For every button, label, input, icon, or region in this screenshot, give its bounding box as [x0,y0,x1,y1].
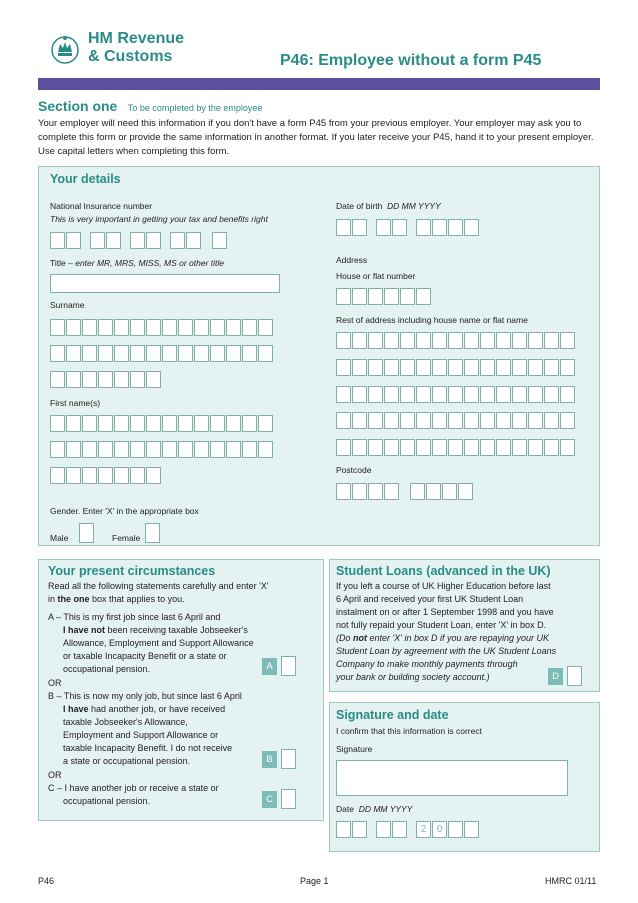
address-box[interactable] [512,439,527,456]
female-checkbox[interactable] [145,523,160,543]
dob-box[interactable] [448,219,463,236]
surname-box[interactable] [258,319,273,336]
firstname-box[interactable] [146,441,161,458]
ni-box[interactable] [66,232,81,249]
address-box[interactable] [368,332,383,349]
student-loans-title: Student Loans (advanced in the UK) [336,564,551,578]
surname-box[interactable] [114,345,129,362]
address-box[interactable] [480,332,495,349]
footer-left: P46 [38,876,55,886]
firstname-label: First name(s) [50,398,101,408]
firstname-box[interactable] [114,441,129,458]
address-box[interactable] [336,412,351,429]
surname-box[interactable] [130,319,145,336]
dob-box[interactable] [392,219,407,236]
rest-address-label: Rest of address including house name or flat name [336,315,528,325]
footer-right: HMRC 01/11 [545,876,597,886]
address-box[interactable] [560,412,575,429]
address-box[interactable] [512,386,527,403]
surname-box[interactable] [66,371,81,388]
section-heading [38,98,262,116]
address-box[interactable] [560,359,575,376]
surname-box[interactable] [130,345,145,362]
title-label: Title – enter MR, MRS, MISS, MS or other title [50,258,225,268]
address-box[interactable] [432,386,447,403]
address-box[interactable] [400,439,415,456]
address-box[interactable] [416,412,431,429]
surname-label: Surname [50,300,85,310]
address-box[interactable] [336,332,351,349]
surname-box[interactable] [178,319,193,336]
surname-box[interactable] [210,319,225,336]
address-box[interactable] [448,386,463,403]
address-box[interactable] [464,439,479,456]
date-box[interactable] [376,821,391,838]
postcode-box[interactable] [426,483,441,500]
address-box[interactable] [432,412,447,429]
form-title: P46: Employee without a form P45 [280,52,542,69]
badge-a: A [262,658,277,675]
surname-box[interactable] [82,371,97,388]
surname-box[interactable] [50,371,65,388]
date-box[interactable] [392,821,407,838]
address-box[interactable] [448,439,463,456]
house-box[interactable] [336,288,351,305]
house-label: House or flat number [336,271,416,281]
address-box[interactable] [384,386,399,403]
address-box[interactable] [560,439,575,456]
surname-box[interactable] [194,345,209,362]
dob-box[interactable] [432,219,447,236]
firstname-box[interactable] [162,415,177,432]
address-box[interactable] [528,359,543,376]
circumstances-intro: Read all the following statements carefully and enter 'X' in the one box that applies to you. [48,581,269,604]
address-box[interactable] [544,359,559,376]
surname-box[interactable] [242,319,257,336]
firstname-box[interactable] [50,415,65,432]
firstname-box[interactable] [98,441,113,458]
house-box[interactable] [384,288,399,305]
postcode-box[interactable] [336,483,351,500]
postcode-label: Postcode [336,465,372,475]
signature-title: Signature and date [336,708,449,722]
ni-hint: This is very important in getting your tax and benefits right [50,214,268,224]
address-box[interactable] [512,359,527,376]
address-box[interactable] [416,332,431,349]
ni-box[interactable] [146,232,161,249]
address-box[interactable] [544,332,559,349]
surname-box[interactable] [98,319,113,336]
surname-box[interactable] [146,319,161,336]
ni-box[interactable] [170,232,185,249]
firstname-box[interactable] [82,415,97,432]
hmrc-logo [50,32,80,66]
date-box[interactable] [336,821,351,838]
surname-box[interactable] [226,345,241,362]
surname-box[interactable] [98,345,113,362]
confirm-text: I confirm that this information is correct [336,726,482,736]
address-box[interactable] [432,359,447,376]
postcode-box[interactable] [352,483,367,500]
date-label: Date DD MM YYYY [336,804,413,814]
address-box[interactable] [480,439,495,456]
surname-box[interactable] [146,345,161,362]
ni-box[interactable] [90,232,105,249]
address-box[interactable] [496,359,511,376]
ni-box[interactable] [50,232,65,249]
firstname-box[interactable] [82,467,97,484]
address-box[interactable] [336,359,351,376]
house-box[interactable] [368,288,383,305]
house-box[interactable] [400,288,415,305]
male-checkbox[interactable] [79,523,94,543]
firstname-box[interactable] [130,441,145,458]
checkbox-c[interactable] [281,789,296,809]
surname-box[interactable] [82,319,97,336]
address-box[interactable] [480,386,495,403]
address-box[interactable] [384,412,399,429]
firstname-box[interactable] [178,441,193,458]
firstname-box[interactable] [242,441,257,458]
address-box[interactable] [528,412,543,429]
address-box[interactable] [544,386,559,403]
dob-box[interactable] [416,219,431,236]
surname-box[interactable] [210,345,225,362]
firstname-box[interactable] [114,467,129,484]
firstname-box[interactable] [194,415,209,432]
address-box[interactable] [416,359,431,376]
female-label: Female [112,533,141,543]
statement-c: C – I have another job or receive a state or occupational pension. [48,783,219,806]
firstname-box[interactable] [178,415,193,432]
firstname-box[interactable] [66,467,81,484]
address-box[interactable] [480,359,495,376]
postcode-box[interactable] [458,483,473,500]
address-box[interactable] [368,386,383,403]
address-box[interactable] [368,412,383,429]
section-intro: Your employer will need this information if you don't have a form P45 from your previous employer. Your employer may ask you to complete this form or provide the same information in another format. If you later receive your P45, hand it to your present employer. Use capital letters when completing this form. [38,118,594,157]
present-circumstances-title: Your present circumstances [48,564,216,578]
surname-box[interactable] [50,319,65,336]
male-label: Male [50,533,69,543]
address-box[interactable] [496,439,511,456]
address-box[interactable] [400,386,415,403]
checkbox-a[interactable] [281,656,296,676]
address-box[interactable] [560,332,575,349]
address-box[interactable] [464,359,479,376]
checkbox-d[interactable] [567,666,582,686]
firstname-box[interactable] [226,415,241,432]
ni-box[interactable] [212,232,227,249]
dob-box[interactable] [352,219,367,236]
surname-box[interactable] [258,345,273,362]
address-box[interactable] [512,332,527,349]
address-box[interactable] [496,386,511,403]
badge-b: B [262,751,277,768]
address-box[interactable] [384,439,399,456]
header-bar [38,78,600,90]
date-digit-0: 0 [436,824,443,835]
dob-box[interactable] [336,219,351,236]
address-box[interactable] [480,412,495,429]
surname-box[interactable] [162,319,177,336]
address-box[interactable] [448,332,463,349]
address-box[interactable] [368,439,383,456]
address-box[interactable] [400,359,415,376]
firstname-box[interactable] [66,415,81,432]
firstname-box[interactable] [162,441,177,458]
student-loans-text: If you left a course of UK Higher Education before last 6 April and received your first UK Student Loan instalment on or after 1 September 1998 and you have not fully repaid your Student Loan, enter 'X' in box D. (Do not enter 'X' in box D if you are repaying your UK Student Loan by agreement with the UK Student Loans Company to make monthly payments through your bank or building society account.) [336,581,557,682]
firstname-box[interactable] [130,467,145,484]
address-box[interactable] [368,359,383,376]
address-box[interactable] [416,386,431,403]
address-box[interactable] [416,439,431,456]
firstname-box[interactable] [146,467,161,484]
surname-box[interactable] [130,371,145,388]
or-2: OR [48,770,62,780]
house-box[interactable] [352,288,367,305]
firstname-box[interactable] [50,441,65,458]
address-box[interactable] [352,412,367,429]
surname-box[interactable] [114,319,129,336]
firstname-box[interactable] [146,415,161,432]
surname-box[interactable] [50,345,65,362]
address-box[interactable] [528,386,543,403]
surname-box[interactable] [226,319,241,336]
firstname-box[interactable] [114,415,129,432]
address-box[interactable] [512,412,527,429]
crown-crest-icon [50,32,80,66]
firstname-box[interactable] [98,415,113,432]
address-box[interactable] [448,412,463,429]
surname-box[interactable] [82,345,97,362]
surname-box[interactable] [194,319,209,336]
date-box[interactable] [352,821,367,838]
address-box[interactable] [464,412,479,429]
badge-d: D [548,668,563,685]
ni-label: National Insurance number [50,201,153,211]
address-label: Address [336,255,368,265]
address-box[interactable] [528,332,543,349]
surname-box[interactable] [162,345,177,362]
or-1: OR [48,678,62,688]
date-box[interactable] [464,821,479,838]
postcode-box[interactable] [368,483,383,500]
surname-box[interactable] [242,345,257,362]
checkbox-b[interactable] [281,749,296,769]
address-box[interactable] [352,332,367,349]
address-box[interactable] [352,359,367,376]
firstname-box[interactable] [226,441,241,458]
address-box[interactable] [432,332,447,349]
postcode-box[interactable] [410,483,425,500]
address-box[interactable] [432,439,447,456]
firstname-box[interactable] [130,415,145,432]
section-title: Section one [38,98,118,114]
statement-b: B – This is now my only job, but since last 6 April I have had another job, or have received taxable Jobseeker's Allowance, Employment and Support Allowance or taxable Incapacity Benefit. I do not receive a state or occupational pension. [48,691,242,766]
address-box[interactable] [352,439,367,456]
footer-center: Page 1 [300,876,329,886]
address-box[interactable] [384,359,399,376]
ni-box[interactable] [130,232,145,249]
house-box[interactable] [416,288,431,305]
postcode-box[interactable] [442,483,457,500]
firstname-box[interactable] [50,467,65,484]
firstname-box[interactable] [258,415,273,432]
surname-box[interactable] [114,371,129,388]
address-box[interactable] [544,439,559,456]
surname-box[interactable] [146,371,161,388]
title-field[interactable] [50,274,280,293]
address-box[interactable] [384,332,399,349]
dob-box[interactable] [376,219,391,236]
org-name-line1: HM Revenue [88,30,185,47]
dob-box[interactable] [464,219,479,236]
surname-box[interactable] [98,371,113,388]
firstname-box[interactable] [82,441,97,458]
address-box[interactable] [400,412,415,429]
address-box[interactable] [448,359,463,376]
address-box[interactable] [464,386,479,403]
address-box[interactable] [560,386,575,403]
address-box[interactable] [496,332,511,349]
address-box[interactable] [496,412,511,429]
surname-box[interactable] [66,319,81,336]
date-box[interactable] [448,821,463,838]
statement-a: A – This is my first job since last 6 April and I have not been receiving taxable Jobseeker's Allowance, Employment and Support Allowance or taxable Incapacity Benefit or a state or occupational pension. [48,612,254,674]
address-box[interactable] [544,412,559,429]
ni-box[interactable] [106,232,121,249]
firstname-box[interactable] [258,441,273,458]
your-details-title: Your details [50,172,121,186]
firstname-box[interactable] [98,467,113,484]
ni-box[interactable] [186,232,201,249]
postcode-box[interactable] [384,483,399,500]
address-box[interactable] [528,439,543,456]
address-box[interactable] [400,332,415,349]
address-box[interactable] [336,386,351,403]
surname-box[interactable] [66,345,81,362]
address-box[interactable] [352,386,367,403]
date-digit-2: 2 [420,824,427,835]
signature-field[interactable] [336,760,568,796]
address-box[interactable] [464,332,479,349]
signature-label: Signature [336,744,373,754]
firstname-box[interactable] [66,441,81,458]
gender-label: Gender. Enter 'X' in the appropriate box [50,506,199,516]
surname-box[interactable] [178,345,193,362]
org-name-line2: & Customs [88,48,173,65]
dob-label: Date of birth DD MM YYYY [336,201,441,211]
firstname-box[interactable] [210,441,225,458]
firstname-box[interactable] [210,415,225,432]
section-subtitle: To be completed by the employee [127,103,263,113]
firstname-box[interactable] [194,441,209,458]
badge-c: C [262,791,277,808]
address-box[interactable] [336,439,351,456]
firstname-box[interactable] [242,415,257,432]
